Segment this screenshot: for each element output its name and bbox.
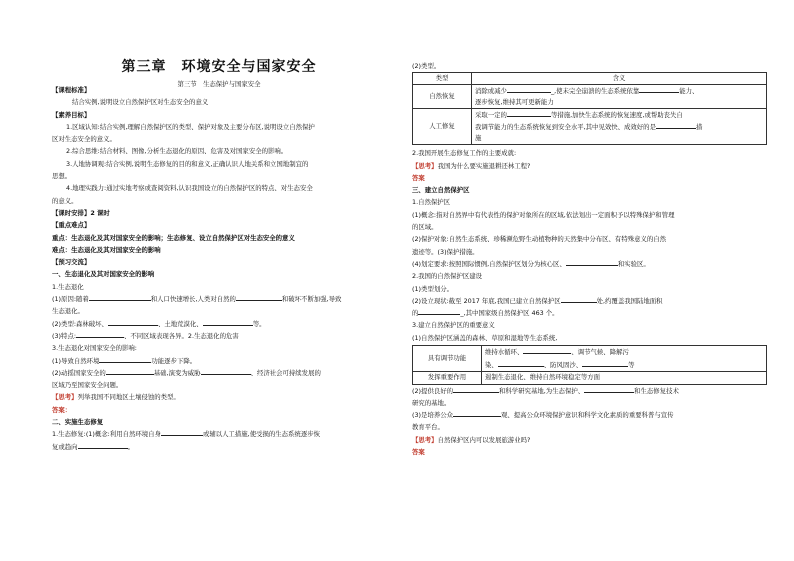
line-text: 功能逐步下降。 <box>151 356 197 365</box>
line-text: 我调节能力的生态系统恢复到安全水平,其中见效快、成效好的是 <box>475 123 656 132</box>
left-line <box>52 428 386 440</box>
line-text: (2)类型:森林破坏、 <box>52 319 108 328</box>
left-line <box>52 96 386 108</box>
fill-in-blank[interactable] <box>507 109 551 117</box>
line-text: 处,约覆盖我国陆地面积 <box>596 296 663 305</box>
line-text: 区域乃至国家安全问题。 <box>52 381 123 390</box>
types-heading: (2)类型。 <box>412 62 441 70</box>
meaning-line <box>475 133 763 144</box>
left-line <box>52 109 386 121</box>
right-line <box>412 160 767 172</box>
restoration-types-table <box>412 72 767 145</box>
line-text: 采取一定的 <box>475 111 507 120</box>
line-text: 施 <box>475 134 482 143</box>
left-line <box>52 318 386 330</box>
line-text: (1)导致自然环境 <box>52 356 100 365</box>
line-text: (2)设立现状:截至 2017 年底,我国已建立自然保护区 <box>412 296 561 305</box>
detail-cell <box>482 346 767 372</box>
line-text: 等。 <box>252 319 266 328</box>
line-text: 【重点难点】 <box>52 221 91 230</box>
line-text: 【素养目标】 <box>52 110 91 119</box>
fill-in-blank[interactable] <box>161 428 203 436</box>
left-line <box>52 268 386 280</box>
right-line <box>412 246 767 258</box>
line-text: 自然保护区内可以发展旅游业吗? <box>437 435 531 444</box>
line-text: 4.地理实践力:通过实地考察或查阅资料,认识我国设立的自然保护区的特点、对生态安全 <box>66 184 313 193</box>
line-text: 消除或减少 <box>475 87 507 96</box>
line-text: 和科学研究基地,为生态保护、 <box>499 386 585 395</box>
right-middle-section <box>412 147 767 344</box>
line-text: 、不同区域表现各异。2.生态退化的危害 <box>124 331 239 340</box>
line-text: 能力、 <box>679 87 699 96</box>
left-line <box>52 195 386 207</box>
meaning-cell <box>472 109 767 145</box>
fill-in-blank[interactable] <box>78 441 128 449</box>
left-line <box>52 330 386 342</box>
line-text: 列举我国不同地区土壤侵蚀的类型。 <box>77 393 180 402</box>
line-text: 1.区域认知:结合实例,理解自然保护区的类型、保护对象及主要分布区,说明设立自然保护 <box>66 122 315 131</box>
prompt-label: 【思考】 <box>412 161 438 170</box>
line-text: (2)提供良好的 <box>412 386 454 395</box>
line-text: 研究的基地。 <box>412 398 451 407</box>
right-line <box>412 184 767 196</box>
meaning-cell <box>472 85 767 109</box>
right-line <box>412 233 767 245</box>
fill-in-blank[interactable] <box>582 359 628 367</box>
right-column <box>412 60 767 458</box>
line-text: 、土地荒漠化、 <box>157 319 203 328</box>
line-text: 3.生态退化对国家安全的影响: <box>52 344 137 353</box>
meaning-line <box>475 109 763 121</box>
table-header-cell: 含义 <box>472 73 767 85</box>
detail-cell <box>482 372 767 385</box>
line-text: 、经济社会可持续发展的 <box>250 368 321 377</box>
right-line <box>412 409 767 421</box>
line-text: 的 <box>412 309 419 318</box>
left-line <box>52 133 386 145</box>
left-line <box>52 219 386 231</box>
left-line <box>52 121 386 133</box>
prompt-label: 【思考】 <box>52 393 78 402</box>
line-text: 、防风固沙、 <box>543 360 583 369</box>
table-row <box>413 372 767 385</box>
line-text: 1.生态修复:(1)概念:利用自然环境自身 <box>52 430 161 439</box>
right-bottom-section <box>412 385 767 459</box>
left-line <box>52 145 386 157</box>
line-text: 1.自然保护区 <box>412 198 451 207</box>
right-line <box>412 319 767 331</box>
line-text: (4)划定要求:按照国际惯例,自然保护区划分为核心区、 <box>412 259 566 268</box>
line-text: 措 <box>695 123 703 132</box>
line-text: 一、生态退化及其对国家安全的影响 <box>52 270 155 279</box>
function-cell: 具有调节功能 <box>413 346 482 372</box>
fill-in-blank[interactable] <box>76 330 124 338</box>
line-text: 遗迹等。(3)保护措施。 <box>412 247 479 256</box>
prompt-label: 答案 <box>412 173 425 182</box>
fill-in-blank[interactable] <box>99 355 151 363</box>
line-text: 重点：生态退化及其对国家安全的影响；生态修复、设立自然保护区对生态安全的意义 <box>52 233 295 242</box>
line-text: 【课程标准】 <box>52 86 91 94</box>
line-text: 和破坏不断加强,导致 <box>281 295 342 304</box>
left-line <box>52 342 386 354</box>
right-line <box>412 172 767 184</box>
detail-line <box>485 359 763 372</box>
prompt-label: 答案： <box>52 405 72 414</box>
left-line <box>52 293 386 305</box>
line-text: (1)自然保护区涵盖的森林、草原和湿地等生态系统, <box>412 333 558 342</box>
detail-line <box>485 346 763 359</box>
line-text: 2.我国的自然保护区建设 <box>412 272 483 281</box>
table-row <box>413 85 767 109</box>
fill-in-blank[interactable] <box>201 367 251 375</box>
fill-in-blank[interactable] <box>507 85 551 93</box>
line-text: 2.我国开展生态修复工作的主要成就: <box>412 149 517 158</box>
left-column <box>52 84 386 453</box>
line-text: 结合实例,说明设立自然保护区对生态安全的意义 <box>72 98 209 107</box>
line-text: 遏制生态退化、维持自然环境稳定等方面 <box>485 373 601 382</box>
line-text: 生态退化。 <box>52 307 84 316</box>
line-text: 逐步恢复,维持其可更新能力 <box>475 98 554 107</box>
line-text: 复或趋向 <box>52 442 78 451</box>
line-text: 3.人地协调观:结合实例,说明生态修复的目的和意义,正确认识人地关系和立国地制宜的 <box>66 159 309 168</box>
line-text: (2)保护对象:自然生态系统、珍稀濒危野生动植物种的天然集中分布区、有特殊意义的自然 <box>412 235 667 244</box>
line-text: 区对生态安全的意义。 <box>52 135 116 144</box>
right-line <box>412 196 767 208</box>
line-text: (1)概念:指对自然界中有代表性的保护对象所在的区域,依法划出一定面积予以特殊保护和管理 <box>412 210 675 219</box>
line-text: 【课时安排】2 课时 <box>52 208 110 217</box>
left-line <box>52 391 386 403</box>
line-text: 三、建立自然保护区 <box>412 186 470 195</box>
line-text: 2.综合思维:结合材料、图像,分析生态退化的原因、危害及对国家安全的影响。 <box>66 147 288 156</box>
fill-in-blank[interactable] <box>566 258 618 266</box>
type-cell: 人工修复 <box>413 109 472 145</box>
table-header-cell: 类型 <box>413 73 472 85</box>
line-text: (1)类型划分。 <box>412 284 454 293</box>
line-text: (3)是培养公众 <box>412 411 454 420</box>
left-line <box>52 281 386 293</box>
right-line <box>412 258 767 270</box>
line-text: 思想。 <box>52 172 72 181</box>
left-line <box>52 367 386 379</box>
fill-in-blank[interactable] <box>89 293 151 301</box>
line-text: _,使未完全崩溃的生态系统依靠 <box>550 87 640 96</box>
right-line <box>412 397 767 409</box>
detail-line <box>485 372 763 384</box>
left-line <box>52 441 386 453</box>
left-line <box>52 207 386 219</box>
function-cell: 发挥重要作用 <box>413 372 482 385</box>
fill-in-blank[interactable] <box>236 293 282 301</box>
line-text: 1.生态退化 <box>52 282 84 291</box>
right-line <box>412 446 767 458</box>
right-line <box>412 283 767 295</box>
left-line <box>52 158 386 170</box>
line-text: 、调节气候、降解污 <box>571 348 629 357</box>
meaning-line <box>475 85 763 97</box>
right-line <box>412 221 767 233</box>
fill-in-blank[interactable] <box>523 346 571 354</box>
line-text: 染、 <box>485 360 498 369</box>
line-text: 基础,演变为威胁 <box>153 368 201 377</box>
type-cell: 自然恢复 <box>413 85 472 109</box>
meaning-line <box>475 97 763 108</box>
left-line <box>52 232 386 244</box>
table-row <box>413 346 767 372</box>
right-line <box>412 434 767 446</box>
reserve-function-table <box>412 345 767 385</box>
line-text: (2)动摇国家安全的 <box>52 368 106 377</box>
right-line <box>412 295 767 307</box>
right-line <box>412 332 767 344</box>
fill-in-blank[interactable] <box>561 295 597 303</box>
right-line <box>412 385 767 397</box>
fill-in-blank[interactable] <box>498 359 544 367</box>
left-line <box>52 416 386 428</box>
line-text: 和生态修复技术 <box>634 386 679 395</box>
line-text: _,其中国家级自然保护区 463 个。 <box>460 309 559 318</box>
line-text: 等措施,加快生态系统的恢复速度,或帮助丧失自 <box>550 111 683 120</box>
line-text: 或辅以人工措施,使受损的生态系统逐步恢 <box>202 430 320 439</box>
page-subtitle: 第三节 生态保护与国家安全 <box>177 80 261 88</box>
left-line <box>52 170 386 182</box>
left-line <box>52 404 386 416</box>
left-line <box>52 84 386 96</box>
line-text: 难点：生态退化及其对国家安全的影响 <box>52 245 161 254</box>
line-text: 的意义。 <box>52 196 78 205</box>
line-text: (3)特点: <box>52 331 76 340</box>
line-text: 教育平台。 <box>412 423 444 432</box>
line-text: 维持水循环、 <box>485 348 524 357</box>
fill-in-blank[interactable] <box>108 318 158 326</box>
fill-in-blank[interactable] <box>203 318 253 326</box>
line-text: 3.建立自然保护区的重要意义 <box>412 321 495 330</box>
left-line <box>52 182 386 194</box>
fill-in-blank[interactable] <box>453 409 501 417</box>
left-line <box>52 256 386 268</box>
page-title: 第三章 环境安全与国家安全 <box>121 59 317 75</box>
left-line <box>52 355 386 367</box>
fill-in-blank[interactable] <box>106 367 154 375</box>
right-line <box>412 421 767 433</box>
line-text: (1)原因:随着 <box>52 295 89 304</box>
line-text: 和实验区。 <box>617 259 650 268</box>
table-row <box>413 109 767 145</box>
line-text: 和人口快速增长,人类对自然的 <box>150 295 236 304</box>
fill-in-blank[interactable] <box>453 385 499 393</box>
right-line <box>412 307 767 319</box>
meaning-line <box>475 121 763 133</box>
line-text: 观、提高公众环境保护意识和科学文化素质的重要科普与宣传 <box>501 411 674 420</box>
right-line <box>412 270 767 282</box>
fill-in-blank[interactable] <box>584 385 634 393</box>
fill-in-blank[interactable] <box>418 307 460 315</box>
left-line <box>52 244 386 256</box>
prompt-label: 答案 <box>412 448 425 457</box>
fill-in-blank[interactable] <box>656 121 696 129</box>
fill-in-blank[interactable] <box>639 85 679 93</box>
left-line <box>52 379 386 391</box>
prompt-label: 【思考】 <box>412 435 438 444</box>
left-line <box>52 305 386 317</box>
line-text: 二、实施生态修复 <box>52 418 104 427</box>
line-text: 我国为什么要实施退耕还林工程? <box>437 161 531 170</box>
line-text: 【预习交流】 <box>52 258 91 267</box>
line-text: 的区域。 <box>412 223 438 232</box>
line-text: 等 <box>628 360 635 369</box>
right-line <box>412 147 767 159</box>
line-text: 。 <box>127 442 134 451</box>
right-line <box>412 209 767 221</box>
